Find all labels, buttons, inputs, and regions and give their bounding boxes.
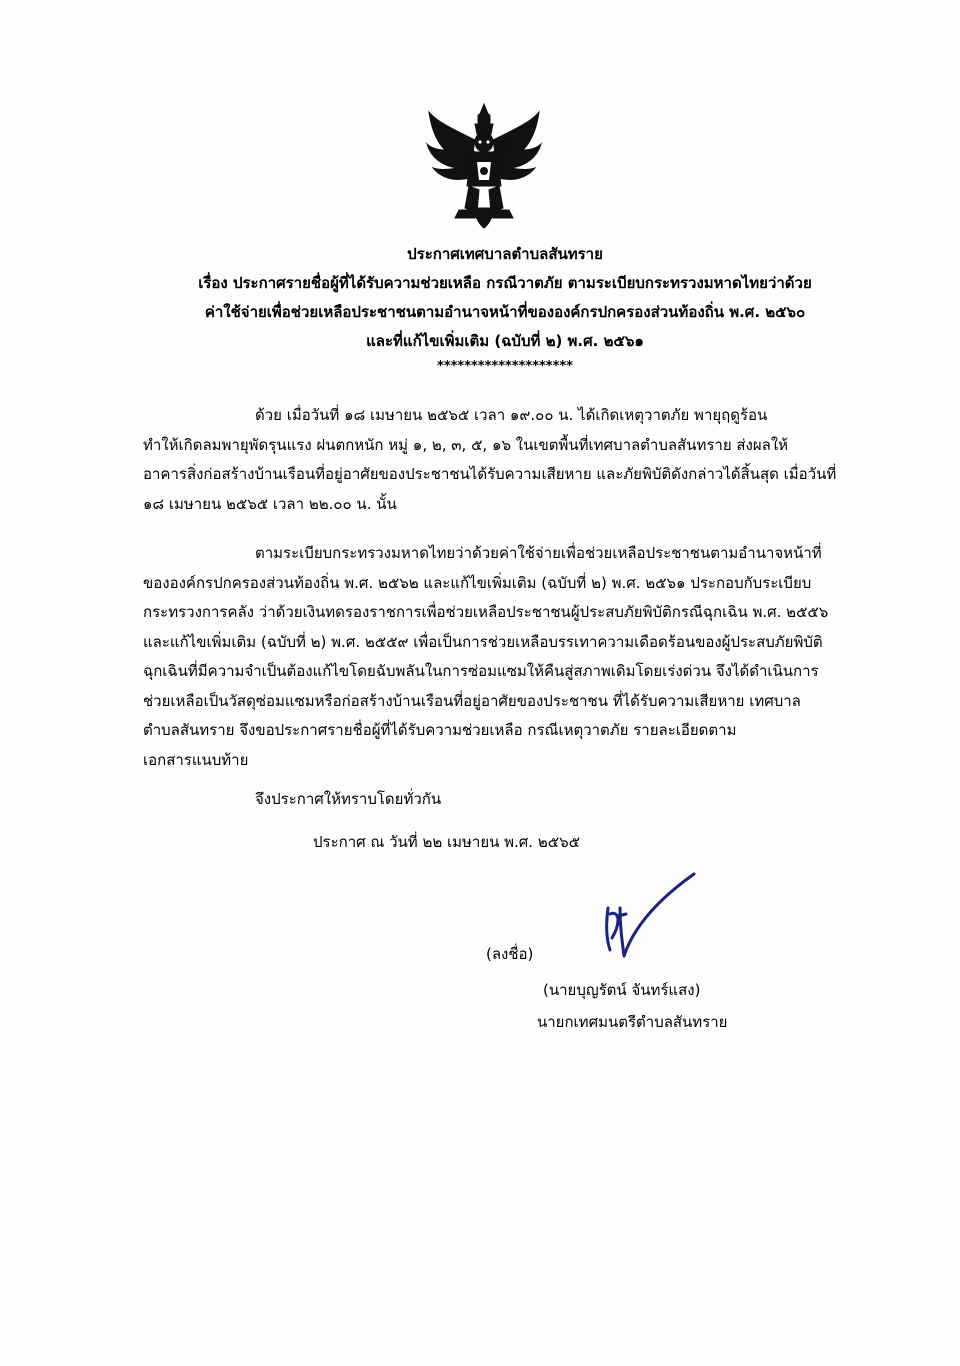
announcement-date: ประกาศ ณ วันที่ ๒๒ เมษายน พ.ศ. ๒๕๖๕ [313, 833, 580, 851]
handwritten-signature [596, 868, 706, 978]
paragraph-line: ฉุกเฉินที่มีความจำเป็นต้องแก้ไขโดยฉับพลันในการซ่อมแซมให้คืนสู่สภาพเดิมโดยเร่งด่วน จึงได้ดำเนินการ [143, 662, 819, 680]
paragraph-line: กระทรวงการคลัง ว่าด้วยเงินทดรองราชการเพื่อช่วยเหลือประชาชนผู้ประสบภัยพิบัติกรณีฉุกเฉิน พ.ศ. ๒๕๕๖ [143, 603, 829, 621]
paragraph-line: ด้วย เมื่อวันที่ ๑๘ เมษายน ๒๕๖๕ เวลา ๑๙.๐๐ น. ได้เกิดเหตุวาตภัย พายุฤดูร้อน [255, 406, 768, 424]
org-title: ประกาศเทศบาลตำบลสันทราย [407, 245, 603, 263]
signer-name: (นายบุญรัตน์ จันทร์แสง) [543, 981, 701, 999]
document-heading [140, 240, 870, 378]
paragraph-incident [143, 401, 873, 519]
paragraph-line: ตำบลสันทราย จึงขอประกาศรายชื่อผู้ที่ได้รับความช่วยเหลือ กรณีเหตุวาตภัย รายละเอียดตาม [143, 721, 737, 739]
subject-line-2: ค่าใช้จ่ายเพื่อช่วยเหลือประชาชนตามอำนาจหน้าที่ขององค์กรปกครองส่วนท้องถิ่น พ.ศ. ๒๕๖๐ [204, 303, 806, 321]
paragraph-line: เอกสารแนบท้าย [143, 750, 249, 769]
paragraph-line: ทำให้เกิดลมพายุพัดรุนแรง ฝนตกหนัก หมู่ ๑, ๒, ๓, ๕, ๑๖ ในเขตพื้นที่เทศบาลตำบลสันทราย ส่งผลให้ [143, 435, 789, 454]
subject-line-1: เรื่อง ประกาศรายชื่อผู้ที่ได้รับความช่วยเหลือ กรณีวาตภัย ตามระเบียบกระทรวงมหาดไทยว่าด้วย [198, 274, 812, 292]
paragraph-line: ขององค์กรปกครองส่วนท้องถิ่น พ.ศ. ๒๕๖๒ และแก้ไขเพิ่มเติม (ฉบับที่ ๒) พ.ศ. ๒๕๖๑ ประกอบกับระเบียบ [143, 573, 812, 592]
subject-line-3: และที่แก้ไขเพิ่มเติม (ฉบับที่ ๒) พ.ศ. ๒๕๖๑ [366, 332, 644, 350]
sign-label: (ลงชื่อ) [486, 945, 534, 963]
separator-line: ******************** [437, 359, 573, 374]
paragraph-line: ช่วยเหลือเป็นวัสดุซ่อมแซมหรือก่อสร้างบ้านเรือนที่อยู่อาศัยของประชาชน ที่ได้รับความเสียหาย เทศบาล [143, 691, 801, 710]
paragraph-line: ตามระเบียบกระทรวงมหาดไทยว่าด้วยค่าใช้จ่ายเพื่อช่วยเหลือประชาชนตามอำนาจหน้าที่ [255, 544, 822, 562]
paragraph-line: และแก้ไขเพิ่มเติม (ฉบับที่ ๒) พ.ศ. ๒๕๕๙ เพื่อเป็นการช่วยเหลือบรรเทาความเดือดร้อนของผู้ประสบภัยพิบัติ [143, 632, 823, 651]
signer-title: นายกเทศมนตรีตำบลสันทราย [537, 1013, 728, 1031]
paragraph-regulation [143, 539, 873, 775]
closing-notice: จึงประกาศให้ทราบโดยทั่วกัน [255, 790, 442, 808]
garuda-emblem-icon [425, 100, 543, 230]
paragraph-line: อาคารสิ่งก่อสร้างบ้านเรือนที่อยู่อาศัยของประชาชนได้รับความเสียหาย และภัยพิบัติดังกล่าวได้สิ้นสุด เมื่อวันที่ [143, 465, 837, 483]
paragraph-line: ๑๘ เมษายน ๒๕๖๕ เวลา ๒๒.๐๐ น. นั้น [143, 494, 397, 513]
